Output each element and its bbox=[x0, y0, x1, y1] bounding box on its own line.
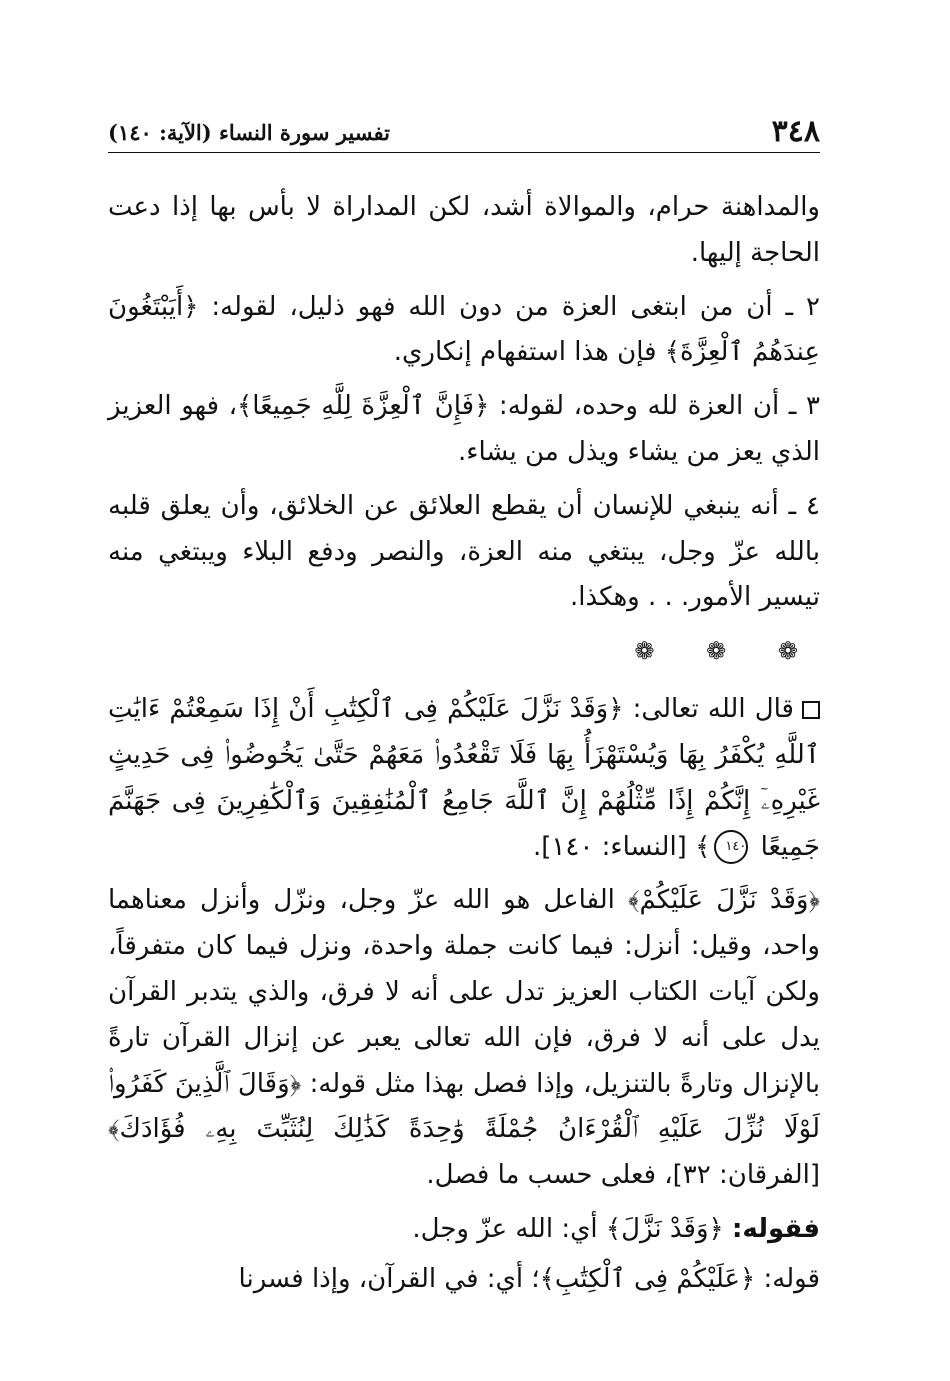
square-bullet-icon bbox=[802, 701, 820, 719]
paragraph: والمداهنة حرام، والموالاة أشد، لكن المداراة لا بأس بها إذا دعت الحاجة إليها. bbox=[108, 192, 820, 268]
section-separator: ❁ ❁ ❁ bbox=[634, 637, 820, 666]
paragraph: ٤ ـ أنه ينبغي للإنسان أن يقطع العلائق عن الخلائق، وأن يعلق قلبه بالله عزّ وجل، يبتغي منه العزة، والنصر ودفع البلاء ويبتغي منه تيسير الأمور. . . وهكذا. bbox=[108, 490, 820, 613]
page-body bbox=[108, 185, 820, 1311]
running-title: تفسير سورة النساء (الآية: ١٤٠) bbox=[108, 120, 390, 145]
fakawluhu-label: فقوله: bbox=[732, 1213, 820, 1244]
verse-block bbox=[108, 687, 820, 870]
fakawluhu-line bbox=[108, 1207, 820, 1253]
ayah-number-icon: ١٤٠ bbox=[714, 830, 748, 864]
paragraph: ٢ ـ أن من ابتغى العزة من دون الله فهو ذليل، لقوله: ﴿أَيَبْتَغُونَ عِندَهُمُ ٱلْعِزَّةَ﴾ فإن هذا استفهام إنكاري. bbox=[108, 291, 820, 368]
fakawluhu-text: ﴿وَقَدْ نَزَّلَ﴾ أي: الله عزّ وجل. bbox=[412, 1213, 724, 1244]
page-header bbox=[108, 112, 820, 153]
last-line: قوله: ﴿عَلَيْكُمْ فِى ٱلْكِتَٰبِ﴾؛ أي: في القرآن، وإذا فسرنا bbox=[238, 1263, 820, 1294]
page-number: ٣٤٨ bbox=[771, 114, 820, 149]
commentary-paragraph: ﴿وَقَدْ نَزَّلَ عَلَيْكُمْ﴾ الفاعل هو الله عزّ وجل، ونزّل وأنزل معناهما واحد، وقيل: أنزل: فيما كانت جملة واحدة، ونزل فيما كان متفرقاً، ولكن آيات الكتاب العزيز تدل على أنه لا فرق، والذي يتدبر القرآن يدل على أنه لا فرق، فإن الله تعالى يعبر عن إنزال القرآن تارةً بالإنزال وتارةً بالتنزيل، وإذا فصل بهذا مثل قوله: ﴿وَقَالَ ٱلَّذِينَ كَفَرُوا۟ لَوْلَا نُزِّلَ عَلَيْهِ ٱلْقُرْءَانُ جُمْلَةً وَٰحِدَةً كَذَٰلِكَ لِنُثَبِّتَ بِهِۦ فُؤَادَكَ﴾ [الفرقان: ٣٢]، فعلى حسب ما فصل. bbox=[108, 885, 820, 1191]
verse-text: قال الله تعالى: ﴿وَقَدْ نَزَّلَ عَلَيْكُمْ فِى ٱلْكِتَٰبِ أَنْ إِذَا سَمِعْتُمْ ءَايَٰتِ ٱللَّهِ يُكْفَرُ بِهَا وَيُسْتَهْزَأُ بِهَا فَلَا تَقْعُدُوا۟ مَعَهُمْ حَتَّىٰ يَخُوضُوا۟ فِى حَدِيثٍ غَيْرِهِۦٓ إِنَّكُمْ إِذًا مِّثْلُهُمْ إِنَّ ٱللَّهَ جَامِعُ ٱلْمُنَٰفِقِينَ وَٱلْكَٰفِرِينَ فِى جَهَنَّمَ جَمِيعًا bbox=[108, 694, 820, 862]
verse-reference: ﴾ [النساء: ١٤٠]. bbox=[532, 831, 711, 862]
paragraph: ٣ ـ أن العزة لله وحده، لقوله: ﴿فَإِنَّ ٱلْعِزَّةَ لِلَّهِ جَمِيعًا﴾، فهو العزيز الذي يعز من يشاء ويذل من يشاء. bbox=[108, 391, 820, 467]
